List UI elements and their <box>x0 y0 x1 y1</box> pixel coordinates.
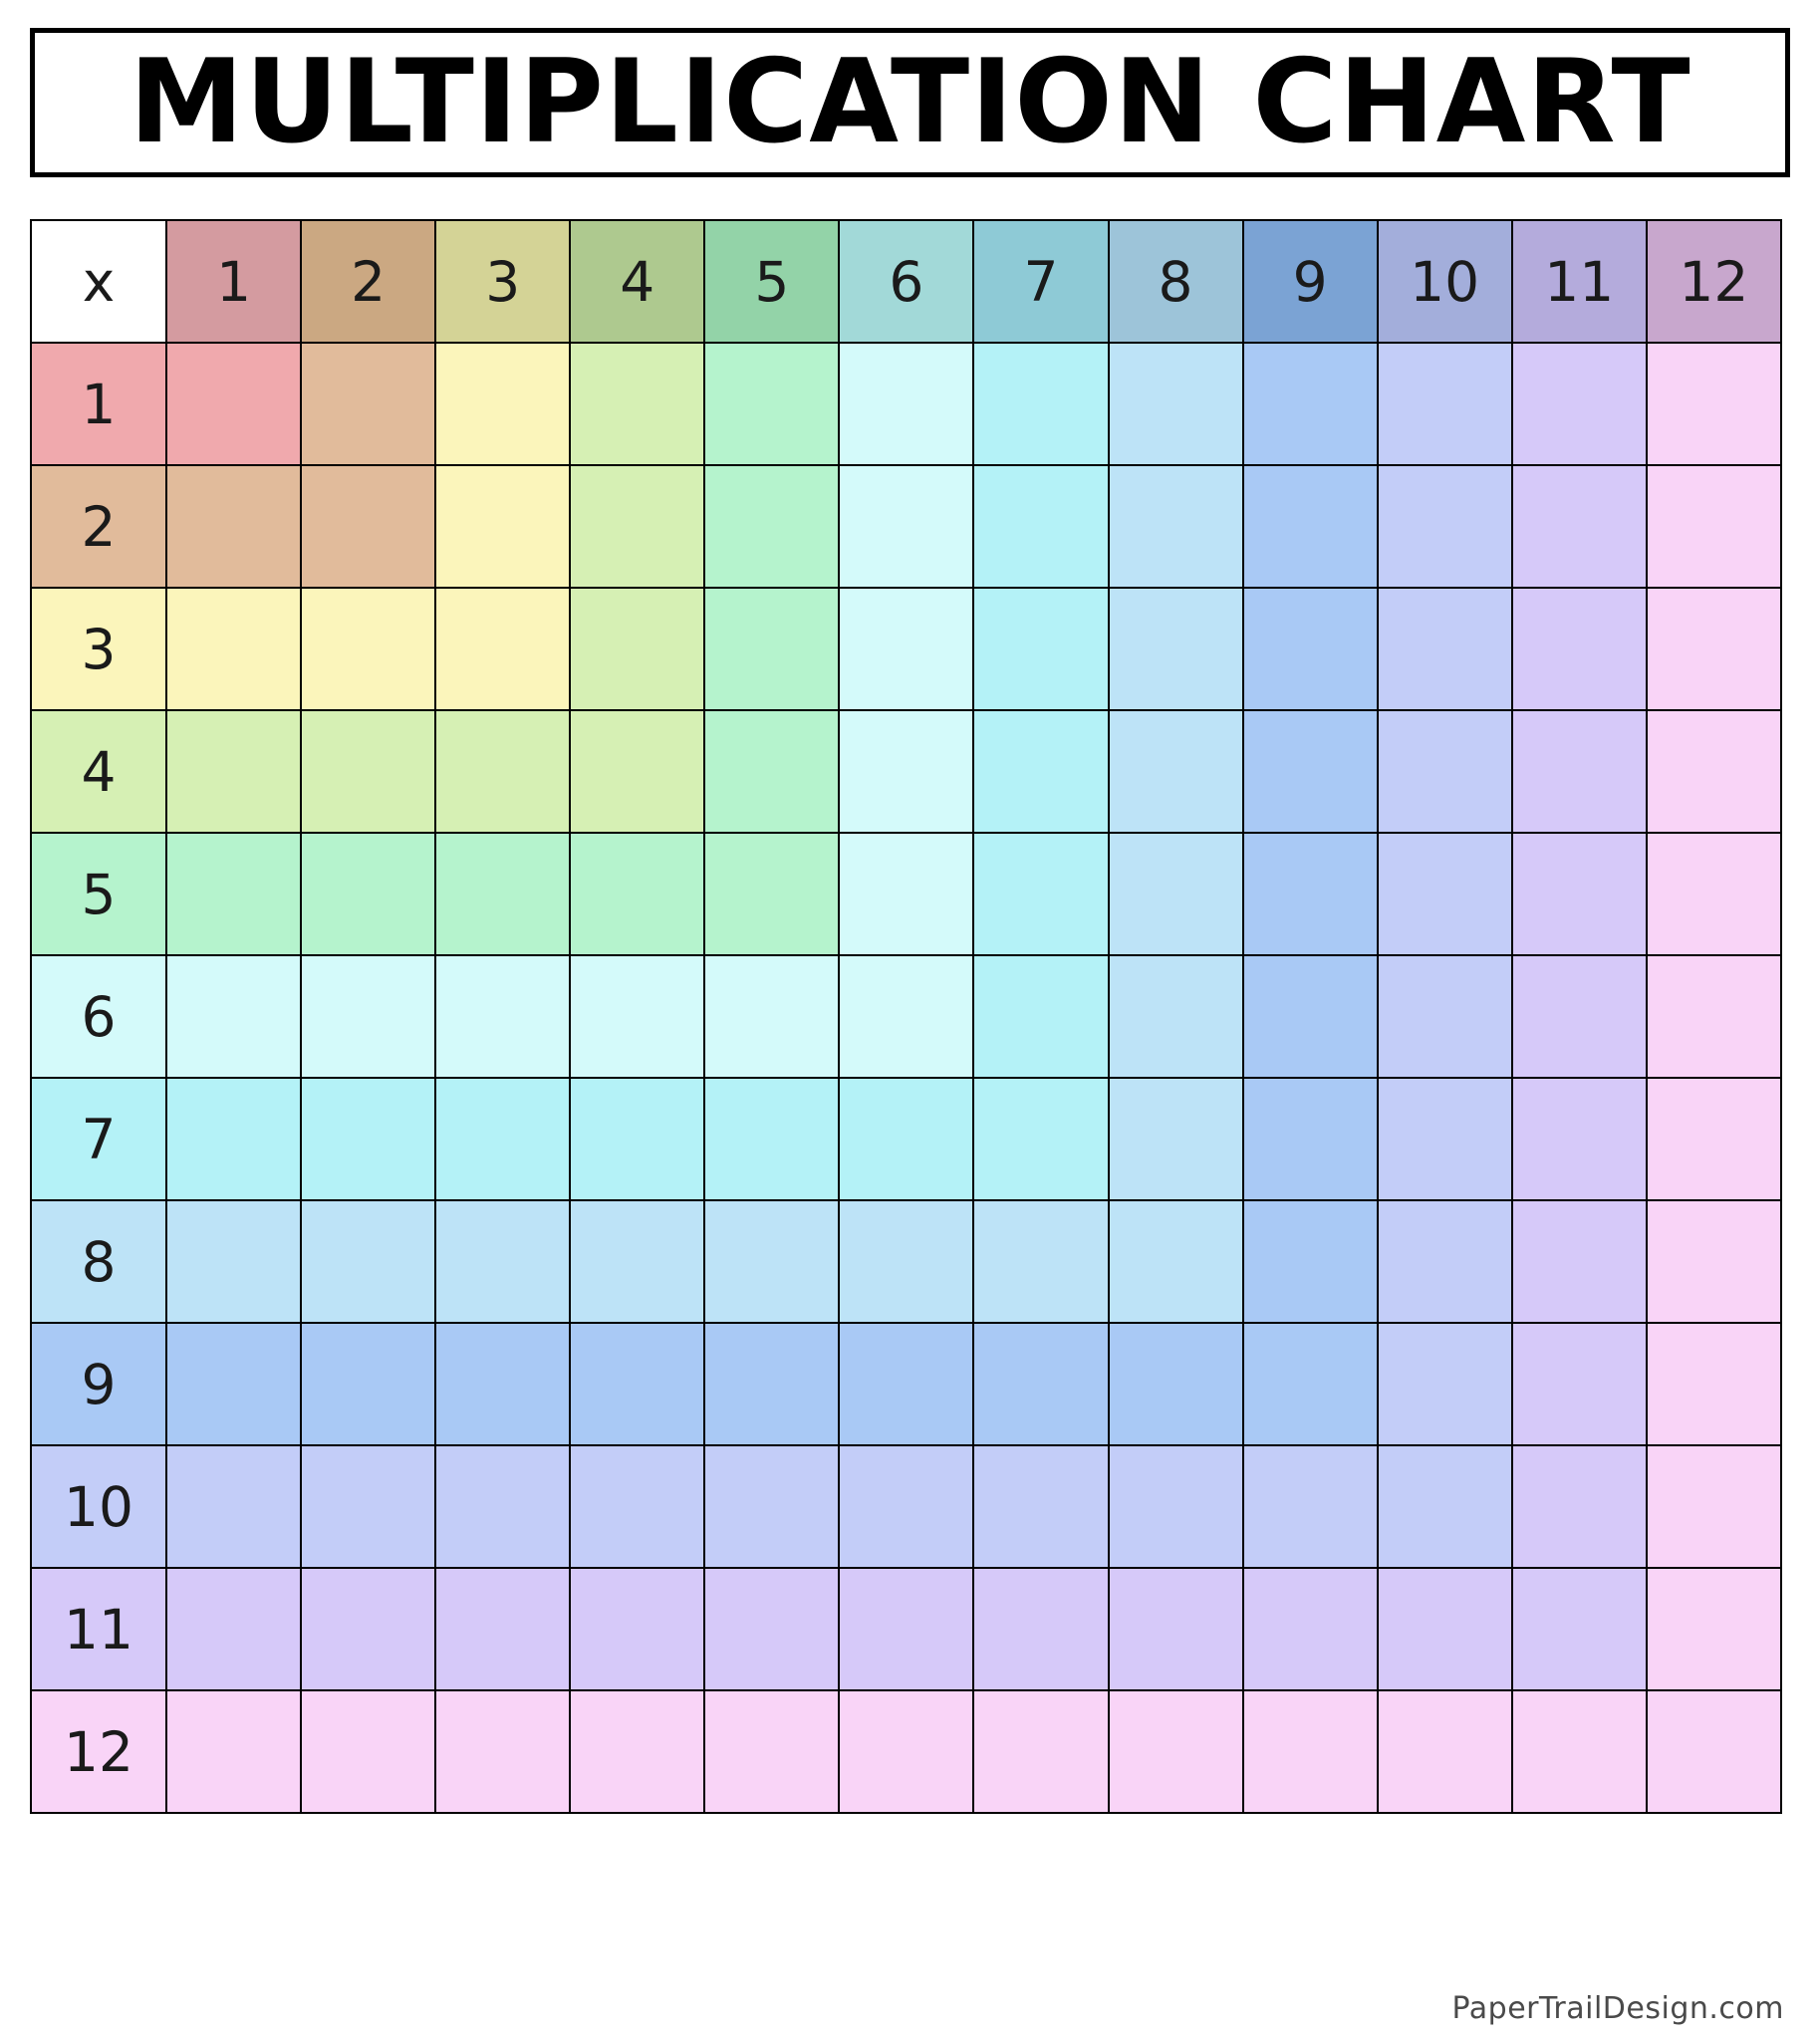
column-header-12: 12 <box>1647 220 1781 343</box>
cell-12x5[interactable] <box>704 1690 839 1813</box>
cell-2x2[interactable] <box>301 465 435 588</box>
cell-5x12[interactable] <box>1647 833 1781 955</box>
cell-11x8[interactable] <box>1109 1568 1243 1690</box>
column-header-1: 1 <box>166 220 301 343</box>
cell-10x6[interactable] <box>839 1445 973 1568</box>
cell-2x12[interactable] <box>1647 465 1781 588</box>
cell-11x4[interactable] <box>570 1568 704 1690</box>
cell-8x5[interactable] <box>704 1200 839 1323</box>
cell-1x6[interactable] <box>839 343 973 465</box>
cell-5x2[interactable] <box>301 833 435 955</box>
cell-6x5[interactable] <box>704 955 839 1078</box>
cell-1x10[interactable] <box>1378 343 1512 465</box>
cell-12x1[interactable] <box>166 1690 301 1813</box>
cell-8x11[interactable] <box>1512 1200 1647 1323</box>
cell-11x2[interactable] <box>301 1568 435 1690</box>
table-row <box>31 343 1781 465</box>
cell-6x11[interactable] <box>1512 955 1647 1078</box>
cell-9x12[interactable] <box>1647 1323 1781 1445</box>
cell-11x10[interactable] <box>1378 1568 1512 1690</box>
cell-8x6[interactable] <box>839 1200 973 1323</box>
cell-12x10[interactable] <box>1378 1690 1512 1813</box>
cell-4x11[interactable] <box>1512 710 1647 833</box>
cell-10x9[interactable] <box>1243 1445 1378 1568</box>
cell-3x11[interactable] <box>1512 588 1647 710</box>
cell-8x3[interactable] <box>435 1200 570 1323</box>
cell-10x3[interactable] <box>435 1445 570 1568</box>
cell-1x11[interactable] <box>1512 343 1647 465</box>
cell-3x5[interactable] <box>704 588 839 710</box>
cell-12x3[interactable] <box>435 1690 570 1813</box>
cell-10x7[interactable] <box>973 1445 1108 1568</box>
cell-12x11[interactable] <box>1512 1690 1647 1813</box>
row-header-2: 2 <box>31 465 166 588</box>
cell-9x7[interactable] <box>973 1323 1108 1445</box>
cell-3x3[interactable] <box>435 588 570 710</box>
row-header-10: 10 <box>31 1445 166 1568</box>
cell-5x6[interactable] <box>839 833 973 955</box>
cell-6x7[interactable] <box>973 955 1108 1078</box>
cell-2x9[interactable] <box>1243 465 1378 588</box>
cell-2x11[interactable] <box>1512 465 1647 588</box>
cell-2x8[interactable] <box>1109 465 1243 588</box>
cell-10x1[interactable] <box>166 1445 301 1568</box>
cell-4x2[interactable] <box>301 710 435 833</box>
footer-credit: PaperTrailDesign.com <box>1451 1991 1784 2026</box>
cell-3x6[interactable] <box>839 588 973 710</box>
cell-4x12[interactable] <box>1647 710 1781 833</box>
cell-1x4[interactable] <box>570 343 704 465</box>
cell-7x4[interactable] <box>570 1078 704 1200</box>
row-header-7: 7 <box>31 1078 166 1200</box>
cell-11x5[interactable] <box>704 1568 839 1690</box>
cell-9x10[interactable] <box>1378 1323 1512 1445</box>
cell-1x12[interactable] <box>1647 343 1781 465</box>
cell-2x6[interactable] <box>839 465 973 588</box>
cell-11x3[interactable] <box>435 1568 570 1690</box>
cell-8x7[interactable] <box>973 1200 1108 1323</box>
cell-10x4[interactable] <box>570 1445 704 1568</box>
column-header-3: 3 <box>435 220 570 343</box>
table-row <box>31 955 1781 1078</box>
cell-12x7[interactable] <box>973 1690 1108 1813</box>
cell-2x7[interactable] <box>973 465 1108 588</box>
cell-5x4[interactable] <box>570 833 704 955</box>
cell-4x5[interactable] <box>704 710 839 833</box>
cell-7x10[interactable] <box>1378 1078 1512 1200</box>
cell-3x2[interactable] <box>301 588 435 710</box>
table-body <box>31 343 1781 1813</box>
cell-7x8[interactable] <box>1109 1078 1243 1200</box>
cell-2x1[interactable] <box>166 465 301 588</box>
cell-7x6[interactable] <box>839 1078 973 1200</box>
table-header-row <box>31 220 1781 343</box>
cell-5x1[interactable] <box>166 833 301 955</box>
table-row <box>31 1568 1781 1690</box>
cell-9x1[interactable] <box>166 1323 301 1445</box>
cell-1x3[interactable] <box>435 343 570 465</box>
column-header-11: 11 <box>1512 220 1647 343</box>
cell-8x1[interactable] <box>166 1200 301 1323</box>
cell-8x12[interactable] <box>1647 1200 1781 1323</box>
cell-11x7[interactable] <box>973 1568 1108 1690</box>
cell-1x2[interactable] <box>301 343 435 465</box>
cell-1x5[interactable] <box>704 343 839 465</box>
column-header-2: 2 <box>301 220 435 343</box>
cell-6x9[interactable] <box>1243 955 1378 1078</box>
cell-4x8[interactable] <box>1109 710 1243 833</box>
cell-6x10[interactable] <box>1378 955 1512 1078</box>
cell-7x2[interactable] <box>301 1078 435 1200</box>
cell-3x12[interactable] <box>1647 588 1781 710</box>
table-row <box>31 1323 1781 1445</box>
cell-6x4[interactable] <box>570 955 704 1078</box>
cell-2x3[interactable] <box>435 465 570 588</box>
cell-2x5[interactable] <box>704 465 839 588</box>
cell-9x8[interactable] <box>1109 1323 1243 1445</box>
cell-4x10[interactable] <box>1378 710 1512 833</box>
cell-9x5[interactable] <box>704 1323 839 1445</box>
cell-5x5[interactable] <box>704 833 839 955</box>
cell-3x8[interactable] <box>1109 588 1243 710</box>
table-row <box>31 465 1781 588</box>
table-row <box>31 1690 1781 1813</box>
cell-6x12[interactable] <box>1647 955 1781 1078</box>
cell-12x9[interactable] <box>1243 1690 1378 1813</box>
cell-5x10[interactable] <box>1378 833 1512 955</box>
cell-1x7[interactable] <box>973 343 1108 465</box>
page-title-box <box>30 28 1790 177</box>
cell-5x8[interactable] <box>1109 833 1243 955</box>
cell-5x9[interactable] <box>1243 833 1378 955</box>
cell-6x1[interactable] <box>166 955 301 1078</box>
row-header-5: 5 <box>31 833 166 955</box>
column-header-7: 7 <box>973 220 1108 343</box>
cell-9x9[interactable] <box>1243 1323 1378 1445</box>
cell-4x9[interactable] <box>1243 710 1378 833</box>
cell-3x4[interactable] <box>570 588 704 710</box>
cell-1x8[interactable] <box>1109 343 1243 465</box>
cell-3x7[interactable] <box>973 588 1108 710</box>
cell-2x10[interactable] <box>1378 465 1512 588</box>
column-header-8: 8 <box>1109 220 1243 343</box>
cell-11x6[interactable] <box>839 1568 973 1690</box>
cell-1x9[interactable] <box>1243 343 1378 465</box>
cell-10x8[interactable] <box>1109 1445 1243 1568</box>
cell-9x6[interactable] <box>839 1323 973 1445</box>
cell-11x11[interactable] <box>1512 1568 1647 1690</box>
cell-8x2[interactable] <box>301 1200 435 1323</box>
cell-7x9[interactable] <box>1243 1078 1378 1200</box>
cell-9x2[interactable] <box>301 1323 435 1445</box>
cell-12x12[interactable] <box>1647 1690 1781 1813</box>
cell-7x5[interactable] <box>704 1078 839 1200</box>
row-header-9: 9 <box>31 1323 166 1445</box>
cell-9x11[interactable] <box>1512 1323 1647 1445</box>
cell-7x3[interactable] <box>435 1078 570 1200</box>
cell-10x11[interactable] <box>1512 1445 1647 1568</box>
table-row <box>31 1078 1781 1200</box>
cell-11x1[interactable] <box>166 1568 301 1690</box>
row-header-6: 6 <box>31 955 166 1078</box>
cell-12x4[interactable] <box>570 1690 704 1813</box>
cell-3x1[interactable] <box>166 588 301 710</box>
cell-9x4[interactable] <box>570 1323 704 1445</box>
row-header-4: 4 <box>31 710 166 833</box>
multiplication-table <box>30 219 1782 1814</box>
cell-6x8[interactable] <box>1109 955 1243 1078</box>
column-header-6: 6 <box>839 220 973 343</box>
table-row <box>31 1200 1781 1323</box>
cell-3x10[interactable] <box>1378 588 1512 710</box>
table-row <box>31 1445 1781 1568</box>
row-header-3: 3 <box>31 588 166 710</box>
cell-8x8[interactable] <box>1109 1200 1243 1323</box>
cell-7x1[interactable] <box>166 1078 301 1200</box>
table-row <box>31 710 1781 833</box>
cell-6x3[interactable] <box>435 955 570 1078</box>
multiplication-grid <box>30 219 1790 1814</box>
cell-3x9[interactable] <box>1243 588 1378 710</box>
cell-12x6[interactable] <box>839 1690 973 1813</box>
cell-2x4[interactable] <box>570 465 704 588</box>
cell-4x7[interactable] <box>973 710 1108 833</box>
cell-1x1[interactable] <box>166 343 301 465</box>
row-header-8: 8 <box>31 1200 166 1323</box>
page-title: MULTIPLICATION CHART <box>129 35 1691 169</box>
cell-8x9[interactable] <box>1243 1200 1378 1323</box>
cell-9x3[interactable] <box>435 1323 570 1445</box>
corner-multiply-symbol: x <box>31 220 166 343</box>
cell-6x6[interactable] <box>839 955 973 1078</box>
cell-7x7[interactable] <box>973 1078 1108 1200</box>
cell-5x3[interactable] <box>435 833 570 955</box>
cell-12x2[interactable] <box>301 1690 435 1813</box>
column-header-5: 5 <box>704 220 839 343</box>
column-header-10: 10 <box>1378 220 1512 343</box>
cell-10x12[interactable] <box>1647 1445 1781 1568</box>
cell-4x6[interactable] <box>839 710 973 833</box>
cell-7x11[interactable] <box>1512 1078 1647 1200</box>
cell-5x7[interactable] <box>973 833 1108 955</box>
cell-8x4[interactable] <box>570 1200 704 1323</box>
cell-4x3[interactable] <box>435 710 570 833</box>
cell-11x9[interactable] <box>1243 1568 1378 1690</box>
cell-10x2[interactable] <box>301 1445 435 1568</box>
cell-8x10[interactable] <box>1378 1200 1512 1323</box>
column-header-9: 9 <box>1243 220 1378 343</box>
cell-10x10[interactable] <box>1378 1445 1512 1568</box>
cell-6x2[interactable] <box>301 955 435 1078</box>
cell-4x4[interactable] <box>570 710 704 833</box>
row-header-12: 12 <box>31 1690 166 1813</box>
cell-11x12[interactable] <box>1647 1568 1781 1690</box>
cell-12x8[interactable] <box>1109 1690 1243 1813</box>
cell-4x1[interactable] <box>166 710 301 833</box>
cell-10x5[interactable] <box>704 1445 839 1568</box>
row-header-1: 1 <box>31 343 166 465</box>
table-row <box>31 833 1781 955</box>
cell-5x11[interactable] <box>1512 833 1647 955</box>
column-header-4: 4 <box>570 220 704 343</box>
cell-7x12[interactable] <box>1647 1078 1781 1200</box>
table-row <box>31 588 1781 710</box>
row-header-11: 11 <box>31 1568 166 1690</box>
